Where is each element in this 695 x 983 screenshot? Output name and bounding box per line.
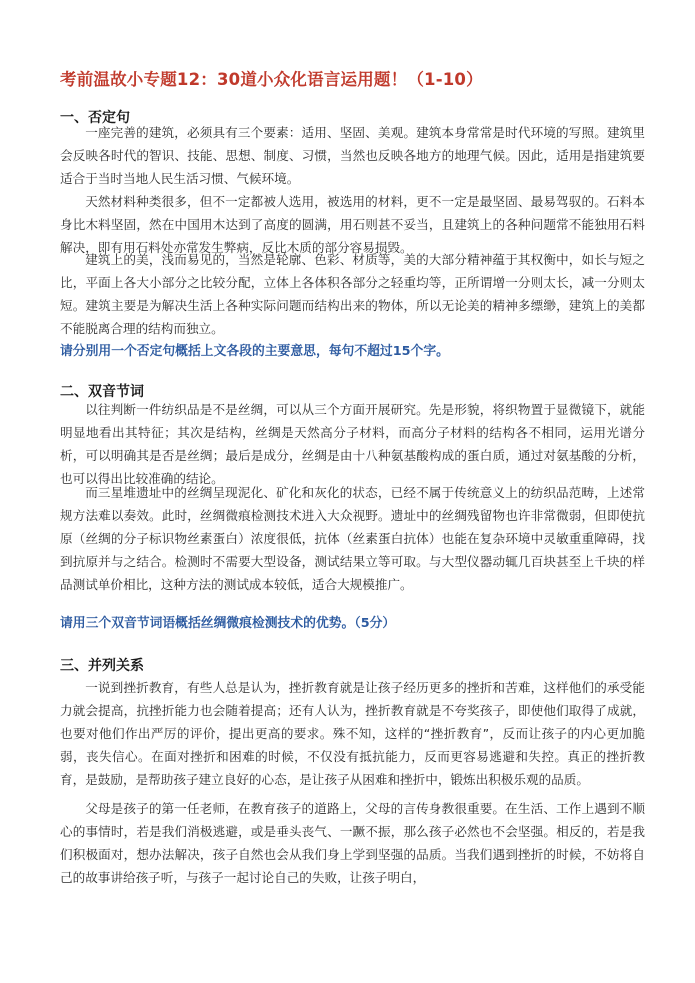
section3-paragraph-2: 父母是孩子的第一任老师，在教育孩子的道路上，父母的言传身教很重要。在生活、工作上遇到不顺心的事情时，若是我们消极逃避，或是垂头丧气、一蹶不振，那么孩子必然也不会坚强。相反的，若是我们积极面对，想办法解决，孩子自然也会从我们身上学到坚强的品质。当我们遇到挫折的时候，不妨将自己的故事讲给孩子听，与孩子一起讨论自己的失败，让孩子明白， <box>60 801 645 885</box>
document-title: 考前温故小专题12：30道小众化语言运用题！（1-10） <box>60 70 483 89</box>
section3-paragraph-1: 一说到挫折教育，有些人总是认为，挫折教育就是让孩子经历更多的挫折和苦难，这样他们的承受能力就会提高，抗挫折能力也会随着提高；还有人认为，挫折教育就是不夸奖孩子，即使他们取得了成就，也要对他们作出严厉的评价，提出更高的要求。殊不知，这样的“挫折教育”，反而让孩子的内心更加脆弱，丧失信心。在面对挫折和困难的时候，不仅没有抵抗能力，反而更容易逃避和失控。真正的挫折教育，是鼓励，是帮助孩子建立良好的心态，是让孩子从困难和挫折中，锻炼出积极乐观的品质。 <box>60 680 645 787</box>
section1-paragraph-2: 天然材料种类很多，但不一定都被人选用，被选用的材料，更不一定是最坚固、最易驾驭的。石料本身比木料坚固，然在中国用木达到了高度的圆满，用石则甚不妥当，且建筑上的各种问题常不能独用石料解决，即有用石料处亦常发生弊病，反比木质的部分容易损毁。 <box>60 194 645 255</box>
section2-paragraph-2: 而三星堆遗址中的丝绸呈现泥化、矿化和灰化的状态，已经不属于传统意义上的纺织品范畴，上述常规方法难以奏效。此时，丝绸微痕检测技术进入大众视野。遗址中的丝绸残留物也许非常微弱，但即使抗原（丝绸的分子标识物丝素蛋白）浓度很低，抗体（丝素蛋白抗体）也能在复杂环境中灵敏重重障碍，找到抗原并与之结合。检测时不需要大型设备，测试结果立等可取。与大型仪器动辄几百块甚至上千块的样品测试单价相比，这种方法的测试成本较低，适合大规模推广。 <box>60 485 645 592</box>
section1-paragraph-3: 建筑上的美，浅而易见的，当然是轮廓、色彩、材质等，美的大部分精神蕴于其权衡中，如长与短之比，平面上各大小部分之比较分配，立体上各体积各部分之轻重均等，正所谓增一分则太长，减一分则太短。建筑主要是为解决生活上各种实际问题而结构出来的物体，所以无论美的精神多缥缈，建筑上的美都不能脱离合理的结构而独立。 <box>60 252 645 336</box>
section2-paragraph-1: 以往判断一件纺织品是不是丝绸，可以从三个方面开展研究。先是形貌，将织物置于显微镜下，就能明显地看出其特征；其次是结构，丝绸是天然高分子材料，而高分子材料的结构各不相同，运用光谱分析，可以明确其是否是丝绸；最后是成分，丝绸是由十八种氨基酸构成的蛋白质，通过对氨基酸的分析，也可以得出比较准确的结论。 <box>60 402 645 486</box>
section1-paragraph-1: 一座完善的建筑，必须具有三个要素：适用、坚固、美观。建筑本身常常是时代环境的写照。建筑里会反映各时代的智识、技能、思想、制度、习惯，当然也反映各地方的地理气候。因此，适用是指建筑要适合于当时当地人民生活习惯、气候环境。 <box>60 125 645 186</box>
section-heading-negative-sentence: 一、否定句 <box>60 110 130 126</box>
section-heading-parallel-relation: 三、并列关系 <box>60 658 144 674</box>
section-heading-disyllabic-words: 二、双音节词 <box>60 384 144 400</box>
section1-question: 请分别用一个否定句概括上文各段的主要意思，每句不超过15个字。 <box>60 344 449 359</box>
section2-question: 请用三个双音节词语概括丝绸微痕检测技术的优势。（5分） <box>60 616 396 631</box>
